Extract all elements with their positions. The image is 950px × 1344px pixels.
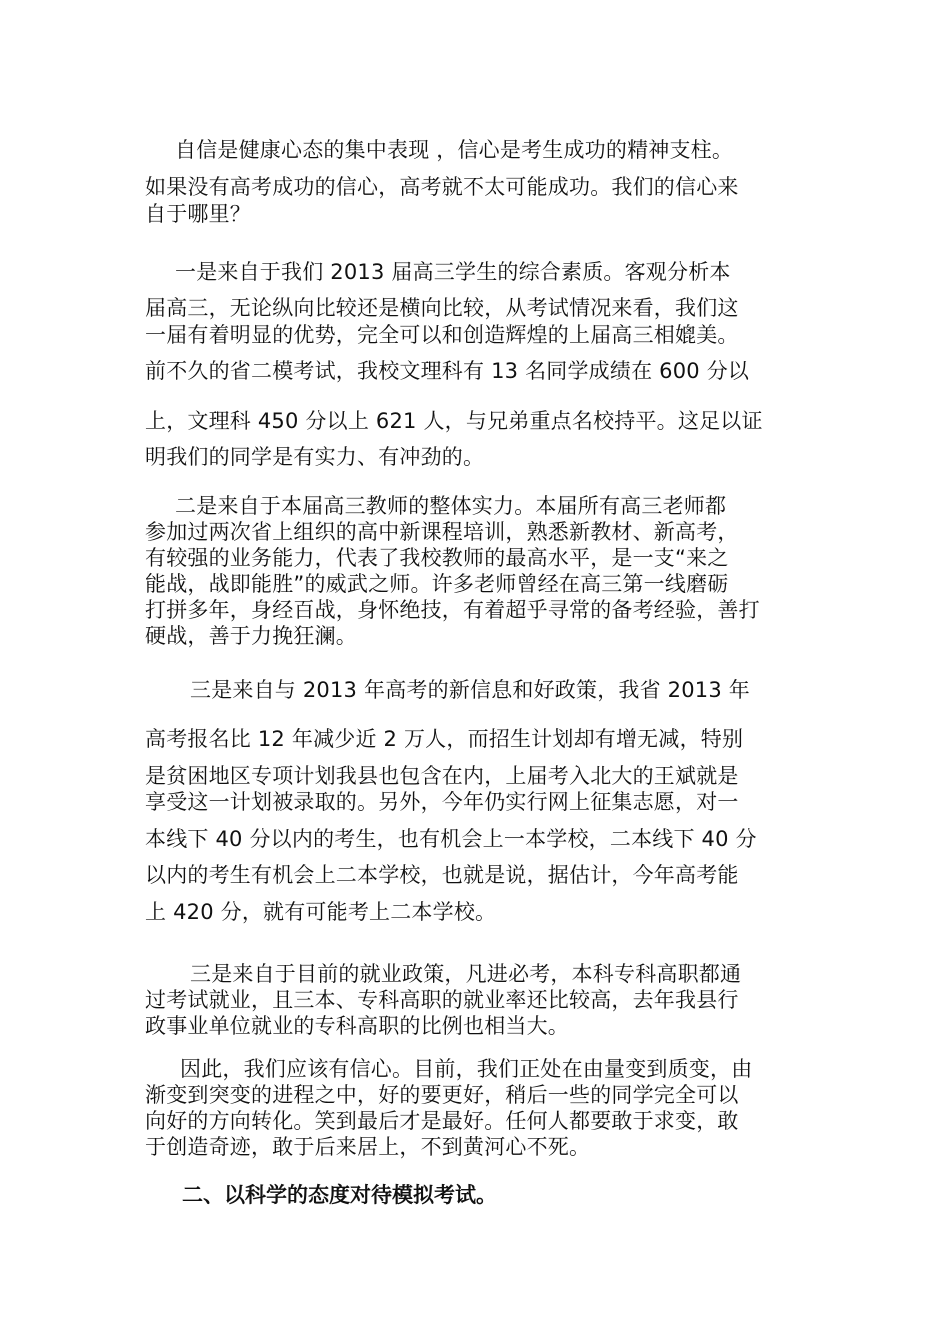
paragraph-line: 有较强的业务能力，代表了我校教师的最高水平，是一支“来之 [145, 546, 729, 570]
paragraph-line: 届高三，无论纵向比较还是横向比较，从考试情况来看，我们这 [145, 296, 739, 320]
paragraph-line: 本线下 40 分以内的考生，也有机会上一本学校，二本线下 40 分 [145, 827, 757, 851]
paragraph-line: 一届有着明显的优势，完全可以和创造辉煌的上届高三相媲美。 [145, 323, 739, 347]
paragraph-line: 是贫困地区专项计划我县也包含在内，上届考入北大的王斌就是 [145, 764, 739, 788]
paragraph-line: 上，文理科 450 分以上 621 人，与兄弟重点名校持平。这足以证 [145, 409, 763, 433]
paragraph-line: 以内的考生有机会上二本学校，也就是说，据估计，今年高考能 [145, 863, 739, 887]
paragraph-line: 参加过两次省上组织的高中新课程培训，熟悉新教材、新高考， [145, 520, 739, 544]
paragraph-line: 三是来自于目前的就业政策，凡进必考，本科专科高职都通 [190, 962, 742, 986]
section-heading: 二、以科学的态度对待模拟考试。 [182, 1183, 497, 1207]
paragraph-line: 自信是健康心态的集中表现 ，信心是考生成功的精神支柱。 [175, 138, 734, 162]
paragraph-line: 享受这一计划被录取的。另外，今年仍实行网上征集志愿，对一 [145, 790, 739, 814]
paragraph-line: 于创造奇迹，敢于后来居上，不到黄河心不死。 [145, 1135, 591, 1159]
paragraph-line: 三是来自与 2013 年高考的新信息和好政策，我省 2013 年 [190, 678, 750, 702]
paragraph-line: 明我们的同学是有实力、有冲劲的。 [145, 445, 485, 469]
paragraph-line: 自于哪里？ [145, 202, 251, 226]
paragraph-line: 如果没有高考成功的信心，高考就不太可能成功。我们的信心来 [145, 175, 739, 199]
paragraph-line: 上 420 分，就有可能考上二本学校。 [145, 900, 497, 924]
paragraph-line: 一是来自于我们 2013 届高三学生的综合素质。客观分析本 [175, 260, 731, 284]
paragraph-line: 渐变到突变的进程之中，好的要更好，稍后一些的同学完全可以 [145, 1083, 739, 1107]
paragraph-line: 二是来自于本届高三教师的整体实力。本届所有高三老师都 [175, 494, 727, 518]
paragraph-line: 硬战，善于力挽狂澜。 [145, 624, 357, 648]
paragraph-line: 因此，我们应该有信心。目前，我们正处在由量变到质变，由 [180, 1057, 753, 1081]
paragraph-line: 政事业单位就业的专科高职的比例也相当大。 [145, 1014, 569, 1038]
paragraph-line: 过考试就业，且三本、专科高职的就业率还比较高，去年我县行 [145, 988, 739, 1012]
paragraph-line: 前不久的省二模考试，我校文理科有 13 名同学成绩在 600 分以 [145, 359, 750, 383]
paragraph-line: 高考报名比 12 年减少近 2 万人，而招生计划却有增无减，特别 [145, 727, 744, 751]
paragraph-line: 打拼多年，身经百战，身怀绝技，有着超乎寻常的备考经验，善打 [145, 598, 760, 622]
paragraph-line: 能战，战即能胜”的威武之师。许多老师曾经在高三第一线磨砺 [145, 572, 729, 596]
paragraph-line: 向好的方向转化。笑到最后才是最好。任何人都要敢于求变，敢 [145, 1109, 739, 1133]
